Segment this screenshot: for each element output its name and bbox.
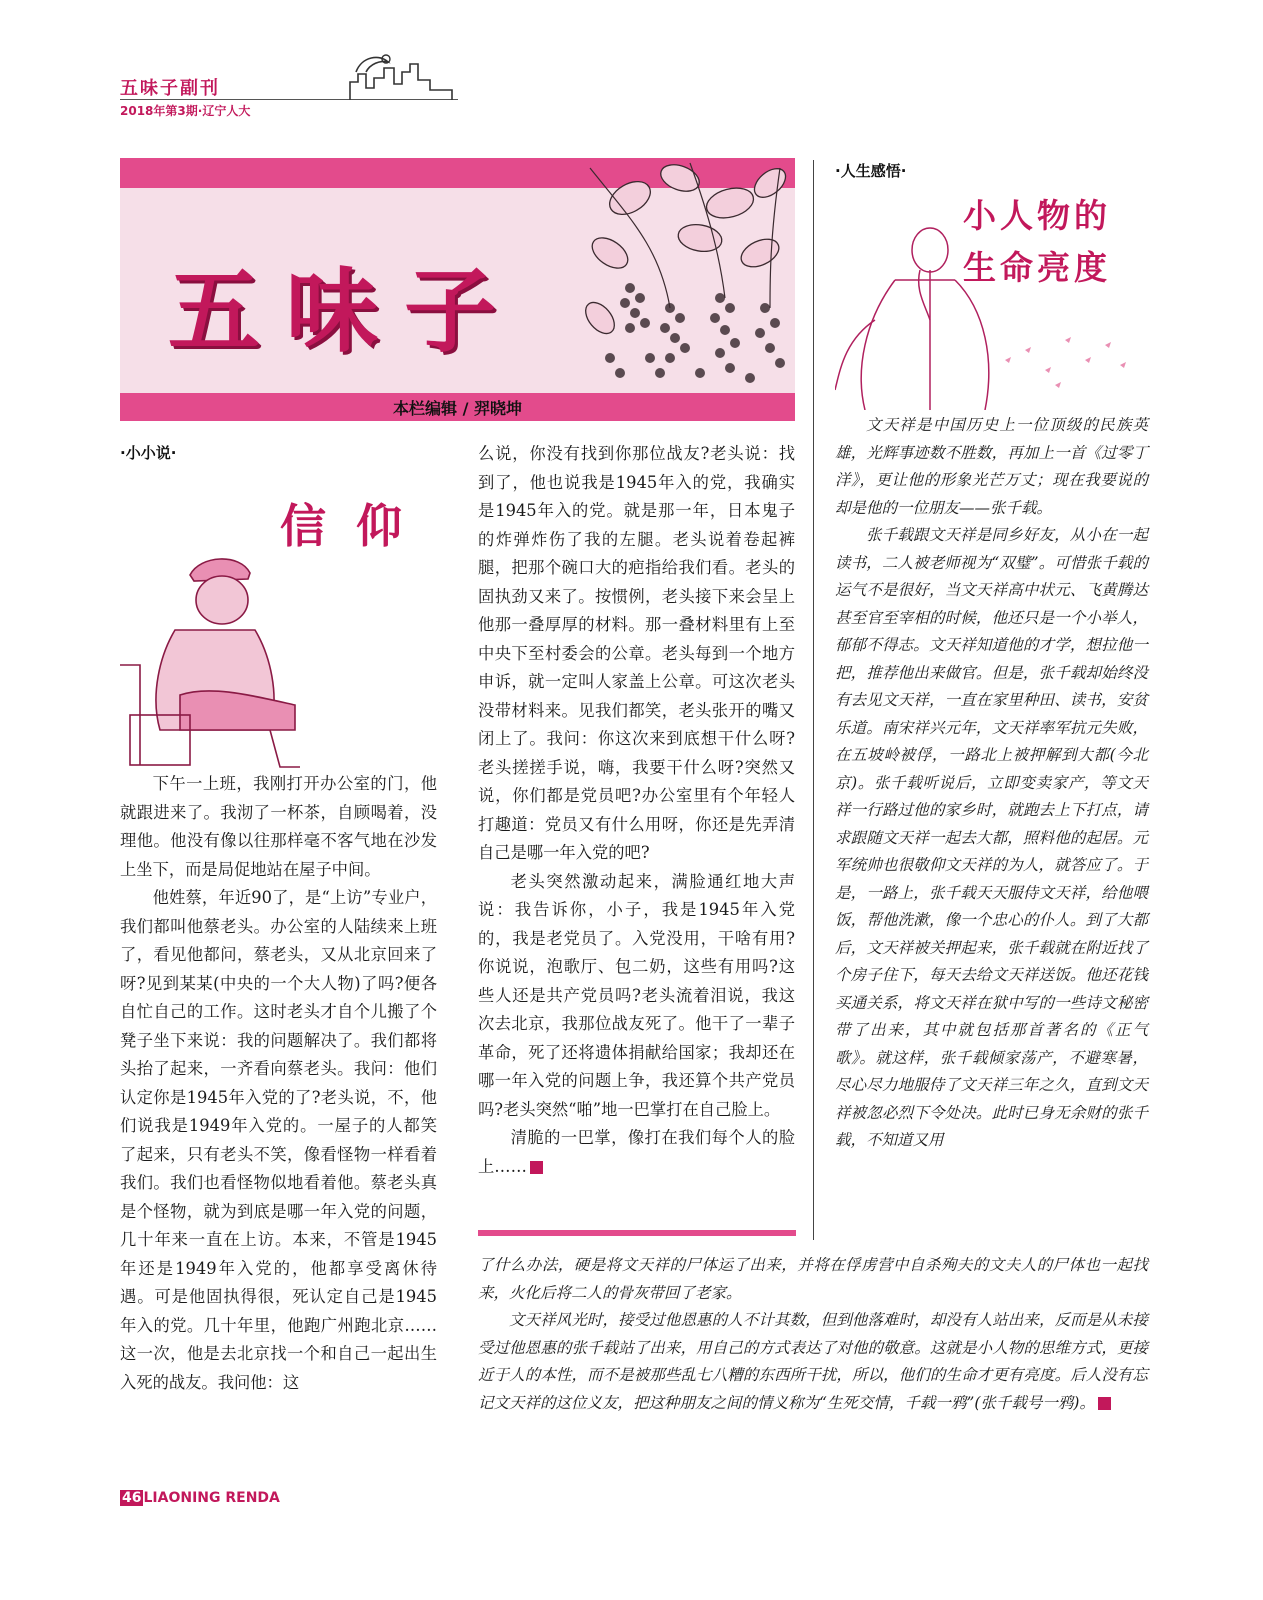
essay-last-paragraph: 文天祥风光时，接受过他恩惠的人不计其数，但到他落难时，却没有人站出来，反而是从未接受过他恩惠的张千载站了出来，用自己的方式表达了对他的敬意。这就是小人物的思维方式，更接近于人的本性，而不是被那些乱七八糟的东西所干扰，所以，他们的生命才更有亮度。后人没有忘记文天祥的这位义友，把这种朋友之间的情义称为“生死交情，千载一鸦”(张千载号一鸦)。 [478,1311,1148,1412]
end-mark-icon [1098,1397,1111,1410]
essay-paragraph: 文天祥是中国历史上一位顶级的民族英雄，光辉事迹数不胜数，再加上一首《过零丁洋》，更让他的形象光芒万丈；现在我要说的却是他的一位朋友——张千载。 [835,416,1148,517]
story-end-rule [478,1230,796,1236]
story-paragraph [478,1124,795,1181]
essay-column [835,412,1148,1155]
section-title: 五味子副刊 [120,78,220,99]
story-category: ·小小说· [120,444,177,462]
page-number: 46 [122,1490,142,1506]
essay-category: ·人生感悟· [835,162,907,180]
story-paragraph: 老头突然激动起来，满脸通红地大声说：我告诉你，小子，我是1945年入党的，我是老党员了。入党没用，干啥有用?你说说，泡歌厅、包二奶，这些有用吗?这些人还是共产党员吗?老头流着泪说，我这次去北京，我那位战友死了。他干了一辈子革命，死了还将遗体捐献给国家；我却还在哪一年入党的问题上争，我还算个共产党员吗?老头突然“啪”地一巴掌打在自己脸上。 [478,871,795,1119]
essay-paragraph [478,1307,1148,1417]
story-paragraph: 下午一上班，我刚打开办公室的门，他就跟进来了。我沏了一杯茶，自顾喝着，没理他。他没有像以往那样毫不客气地在沙发上坐下，而是局促地站在屋子中间。 [120,774,437,879]
page-footer [120,1490,280,1506]
story-right-column [478,440,795,1181]
magazine-name: 辽宁人大 [202,104,251,118]
essay-paragraph: 张千载跟文天祥是同乡好友，从小在一起读书，二人被老师视为“双璧”。可惜张千载的运气不是很好，当文天祥高中状元、飞黄腾达甚至官至宰相的时候，他还只是一个小举人，郁郁不得志。文天祥知道他的才学，想拉他一把，推荐他出来做官。但是，张千载却始终没有去见文天祥，一直在家里种田、读书，安贫乐道。南宋祥兴元年，文天祥率军抗元失败，在五坡岭被俘，一路北上被押解到大都(今北京)。张千载听说后，立即变卖家产，等文天祥一行路过他的家乡时，就跑去上下打点，请求跟随文天祥一起去大都，照料他的起居。元军统帅也很敬仰文天祥的为人，就答应了。于是，一路上，张千载天天服侍文天祥，给他喂饭，帮他洗漱，像一个忠心的仆人。到了大都后，文天祥被关押起来，张千载就在附近找了个房子住下，每天去给文天祥送饭。他还花钱买通关系，将文天祥在狱中写的一些诗文秘密带了出来，其中就包括那首著名的《正气歌》。就这样，张千载倾家荡产，不避寒暑，尽心尽力地服侍了文天祥三年之久，直到文天祥被忽必烈下令处决。此时已身无余财的张千载，不知道又用 [835,526,1148,1149]
story-last-line: 清脆的一巴掌，像打在我们每个人的脸上…… [478,1128,795,1176]
essay-paragraph: 了什么办法，硬是将文天祥的尸体运了出来，并将在俘虏营中自杀殉夫的文夫人的尸体也一起找来，火化后将二人的骨灰带回了老家。 [478,1256,1148,1302]
story-left-column [120,770,437,1397]
essay-title-line: 生命亮度 [963,248,1111,287]
berry-vine-illustration [570,158,795,393]
essay-title [963,190,1111,294]
essay-wide-section [478,1252,1148,1417]
issue-number: 2018年第3期· [120,104,203,118]
end-mark-icon [530,1161,543,1174]
footer-magazine: LIAONING RENDA [143,1490,280,1506]
column-divider [813,160,814,1240]
essay-title-line: 小人物的 [963,196,1111,235]
column-title: 五味子 [168,257,523,365]
story-paragraph: 他姓蔡，年近90了，是“上访”专业户，我们都叫他蔡老头。办公室的人陆续来上班了，看见他都问，蔡老头，又从北京回来了呀?见到某某(中央的一个大人物)了吗?便各自忙自己的工作。这时老头才自个儿搬了个凳子坐下来说：我的问题解决了。我们都将头抬了起来，一齐看向蔡老头。我问：他们认定你是1945年入党的了?老头说，不，他们说我是1949年入党的。一屋子的人都笑了起来，只有老头不笑，像看怪物一样看着我们。我们也看怪物似地看着他。蔡老头真是个怪物，就为到底是哪一年入党的问题，几十年来一直在上访。本来，不管是1945年还是1949年入党的，他都享受离休待遇。可是他固执得很，死认定自己是1945年入的党。几十年里，他跑广州跑北京……这一次，他是去北京找一个和自己一起出生入死的战友。我问他：这 [120,888,437,1392]
city-skyline-logo [340,50,460,102]
column-editor: 本栏编辑 / 羿晓坤 [393,399,522,418]
story-paragraph: 么说，你没有找到你那位战友?老头说：找到了，他也说我是1945年入的党，我确实是1945年入的党。就是那一年，日本鬼子的炸弹炸伤了我的左腿。老头说着卷起裤腿，把那个碗口大的疤指给我们看。老头的固执劲又来了。按惯例，老头接下来会呈上他那一叠厚厚的材料。那一叠材料里有上至中央下至村委会的公章。老头每到一个地方申诉，就一定叫人家盖上公章。可这次老头没带材料来。见我们都笑，老头张开的嘴又闭上了。我问：你这次来到底想干什么呀?老头搓搓手说，嗨，我要干什么呀?突然又说，你们都是党员吧?办公室里有个年轻人打趣道：党员又有什么用呀，你还是先弄清自己是哪一年入党的吧? [478,444,795,862]
issue-info [120,102,250,119]
story-title: 信仰 [280,499,432,553]
old-man-illustration [120,545,305,770]
